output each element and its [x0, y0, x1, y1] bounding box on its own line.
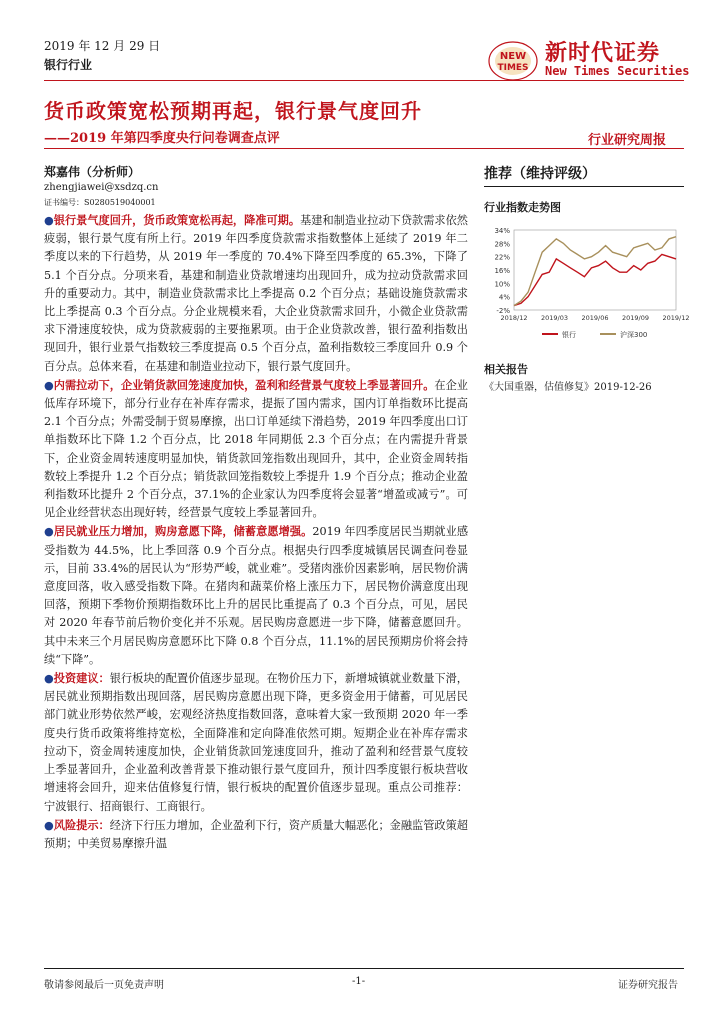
bullet-icon: ●: [44, 672, 54, 686]
report-title: 货币政策宽松预期再起，银行景气度回升: [44, 99, 422, 123]
paragraph-lead: 内需拉动下，企业销货款回笼速度加快，盈利和经营景气度较上季显著回升。: [53, 377, 435, 392]
legend-label: 沪深300: [620, 331, 648, 339]
company-logo: [487, 36, 690, 84]
analyst-email[interactable]: zhengjiawei@xsdzq.cn: [44, 182, 159, 193]
paragraph-lead: 投资建议：: [53, 671, 110, 686]
title-divider: [44, 148, 684, 149]
paragraph-lead: 居民就业压力增加，购房意愿下降，储蓄意愿增强。: [53, 524, 313, 539]
legend-label: 银行: [562, 331, 576, 339]
y-tick-label: 22%: [494, 253, 510, 262]
paragraph-lead: 银行景气度回升，货币政策宽松再起，降准可期。: [53, 213, 301, 227]
bullet-icon: ●: [44, 818, 54, 832]
y-tick-label: 28%: [494, 240, 510, 249]
y-tick-label: 16%: [494, 267, 510, 275]
footer-report-label: 证券研究报告: [618, 980, 678, 991]
analyst-name: 郑嘉伟（分析师）: [44, 165, 141, 179]
footer-divider: [44, 968, 684, 969]
company-name-cn: 新时代证券: [545, 41, 661, 66]
rating-divider: [484, 186, 684, 187]
svg-text:TIMES: TIMES: [497, 63, 529, 73]
report-date: 2019 年 12 月 29 日: [44, 39, 161, 53]
chart-title: 行业指数走势图: [484, 201, 561, 214]
rating-label: 推荐（维持评级）: [484, 166, 596, 182]
disclaimer-note: 敬请参阅最后一页免责声明: [44, 980, 164, 991]
related-reports-title: 相关报告: [484, 363, 528, 376]
bullet-icon: ●: [44, 525, 54, 539]
paragraph-text: 银行板块的配置价值逐步显现。在物价压力下，新增城镇就业数量下滑，居民就业预期指数出现回落，居民购房意愿出现下降，更多资金用于储蓄，可见居民部门就业形势依然严峻，宏观经济热度指数回落，意味着大家一致预期 2020 年一季度央行货币政策将维持宽松，全面降准和定向降准依然可期。短期企业在补库存需求拉动下，资金周转速度加快，企业销货款回笼速度回升，推动了盈利和经营景气度较上季显著回升，企业盈利改善背景下推动银行景气度回升，预计四季度银行板块营收增速将会回升，迎来估值修复行情，银行板块的配置价值逐步显现。重点公司推荐：宁波银行、招商银行、工商银行。: [44, 672, 468, 813]
y-tick-label: 4%: [498, 293, 510, 302]
bullet-icon: ●: [44, 214, 54, 227]
x-tick-label: 2019/09: [621, 314, 650, 322]
paragraph-text: 基建和制造业拉动下贷款需求依然疲弱，银行景气度有所上行。2019 年四季度贷款需求指数整体上延续了 2019 年二季度以来的下行趋势，从 2019 年一季度的 70.4%下降至四季度的 65.3%，下降了 5.1 个百分点。分项来看，基建和制造业贷款增速均出现回升，成为拉动贷款需求回升的重要动力。其中，制造业贷款需求比上季提高 0.2 个百分点；基础设施贷款需求比上季提高 0.3 个百分点。分企业规模来看，大企业贷款需求回升，小微企业贷款需求下滑速度较快，成为贷款疲弱的主要拖累项。由于企业贷款改善，银行盈利指数出现回升，银行业景气指数较三季度提高 0.5 个百分点，盈利指数较三季度回升 0.9 个百分点。总体来看，在基建和制造业拉动下，银行景气度回升。: [44, 214, 468, 373]
new-times-logo-icon: [487, 36, 543, 84]
svg-text:NEW: NEW: [499, 51, 527, 62]
series-line: [514, 237, 676, 306]
report-body: [44, 211, 468, 853]
bullet-icon: ●: [44, 378, 54, 392]
company-name-en: New Times Securities: [545, 64, 690, 78]
paragraph-1: [44, 211, 468, 376]
paragraph-2: [44, 376, 468, 523]
index-trend-chart: [484, 222, 690, 347]
y-tick-label: 34%: [494, 227, 510, 235]
paragraph-3: [44, 522, 468, 669]
related-report-item[interactable]: 《大国重器，估值修复》2019-12-26: [484, 382, 652, 393]
paragraph-text: 2019 年四季度居民当期就业感受指数为 44.5%，比上季回落 0.9 个百分点。根据央行四季度城镇居民调查问卷显示，目前 33.4%的居民认为“形势严峻，就业难”。受猪肉涨价因素影响，居民物价满意度回落，收入感受指数下降。在猪肉和蔬菜价格上涨压力下，居民物价满意度出现回落，预期下季物价预期指数环比上升的居民比重提高了 0.3 个百分点，可见，居民对 2020 年春节前后物价变化并不乐观。居民购房意愿进一步下降，储蓄意愿回升。其中未来三个月居民购房意愿环比下降 0.8 个百分点，11.1%的居民预期房价将会持续“下降”。: [44, 525, 469, 666]
x-tick-label: 2019/03: [540, 314, 569, 322]
analyst-cert: 证书编号：S0280519040001: [44, 198, 156, 207]
plot-frame: [514, 230, 676, 310]
page-number: -1-: [352, 976, 366, 987]
trend-chart-svg: [484, 222, 690, 347]
paragraph-lead: 风险提示：: [53, 817, 110, 832]
paragraph-5: [44, 816, 468, 853]
report-subtitle: ——2019 年第四季度央行问卷调查点评: [44, 131, 280, 146]
x-tick-label: 2018/12: [500, 314, 528, 322]
y-tick-label: 10%: [494, 280, 510, 289]
header-divider: [44, 80, 684, 81]
y-tick-label: -2%: [496, 307, 510, 315]
paragraph-text: 经济下行压力增加，企业盈利下行，资产质量大幅恶化；金融监管政策超预期；中美贸易摩擦升温: [44, 818, 468, 850]
x-tick-label: 2019/12: [662, 314, 690, 322]
industry-label: 银行行业: [44, 58, 93, 72]
report-type: 行业研究周报: [588, 133, 667, 148]
paragraph-4: [44, 669, 468, 816]
paragraph-text: 在企业低库存环境下，部分行业存在补库存需求，提振了国内需求，国内订单指数环比提高 2.1 个百分点；外需受制于贸易摩擦，出口订单延续下滑趋势，2019 年四季度出口订单指数环比下降 1.2 个百分点，比 2018 年同期低 2.3 个百分点；在内需提升背景下，企业资金周转速度明显加快，销货款回笼指数出现回升，其中，企业资金周转指数较上季提升 1.2 个百分点；销货款回笼指数较上季提升 1.9 个百分点；推动企业盈利指数环比提升 2 个百分点，37.1%的企业家认为四季度将会显著“增盈或减亏”。可见企业经营状态出现好转，经营景气度较上季显著回升。: [44, 378, 468, 520]
x-tick-label: 2019/06: [581, 314, 609, 322]
